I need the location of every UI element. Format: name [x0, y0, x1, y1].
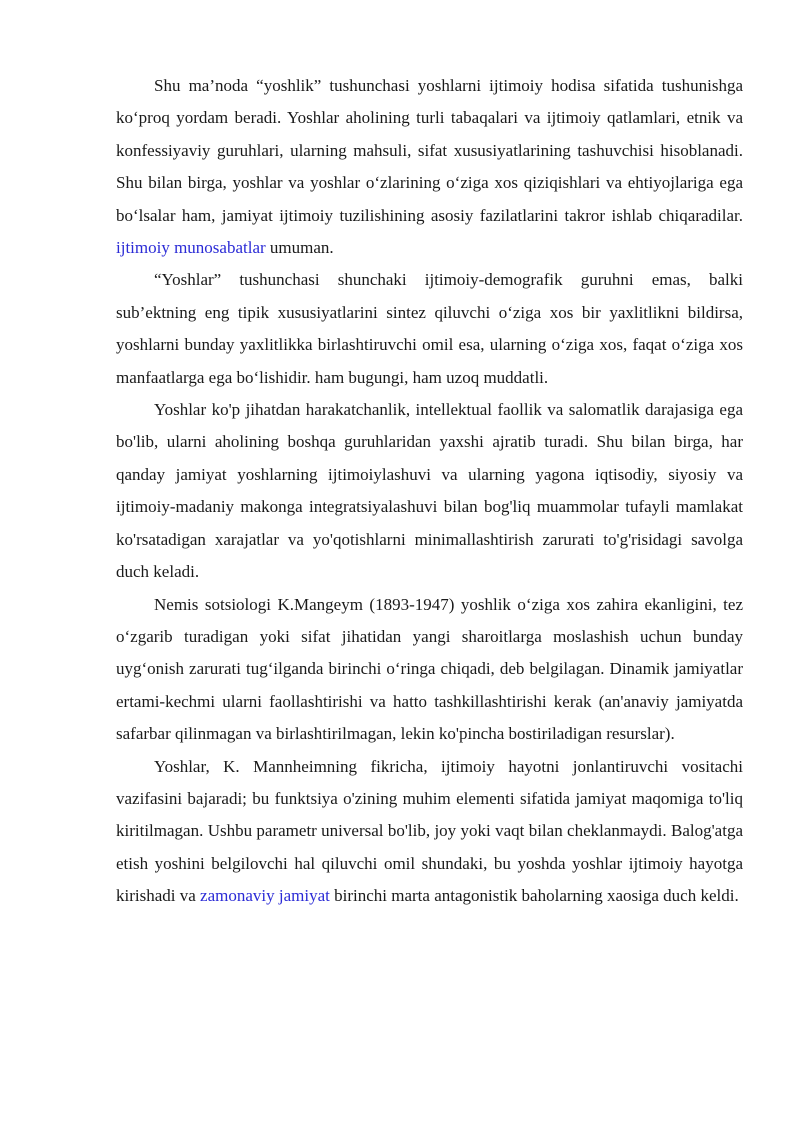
paragraph-3: Yoshlar ko'p jihatdan harakatchanlik, intellektual faollik va salomatlik darajasiga ega bo'lib, ularni aholining boshqa guruhlaridan yaxshi ajratib turadi. Shu bilan birga, har qanday jamiyat yoshlarning ijtimoiylashuvi va ularning yagona iqtisodiy, siyosiy va ijtimoiy-madaniy makonga integratsiyalashuvi bilan bog'liq muammolar tufayli mamlakat ko'rsatadigan xarajatlar va yo'qotishlarni minimallashtirish zarurati to'g'risidagi savolga duch keladi.	[116, 400, 743, 582]
paragraph-1	[116, 70, 743, 264]
document-page	[116, 70, 743, 913]
paragraph-2: “Yoshlar” tushunchasi shunchaki ijtimoiy-demografik guruhni emas, balki sub’ektning eng tipik xususiyatlarini sintez qiluvchi o‘ziga xos bir yaxlitlikni bildirsa, yoshlarni bunday yaxlitlikka birlashtiruvchi omil esa, ularning o‘ziga xos, faqat o‘ziga xos manfaatlarga ega bo‘lishidir. ham bugungi, ham uzoq muddatli.	[116, 270, 743, 387]
paragraph-1-text-end: umuman.	[265, 238, 334, 258]
paragraph-1-text: Shu ma’noda “yoshlik” tushunchasi yoshlarni ijtimoiy hodisa sifatida tushunishga ko‘proq yordam beradi. Yoshlar aholining turli tabaqalari va ijtimoiy qatlamlari, etnik va konfessiyaviy guruhlari, ularning mahsuli, sifat xususiyatlarining tashuvchisi hisoblanadi. Shu bilan birga, yoshlar va yoshlar o‘zlarining o‘ziga xos qiziqishlari va ehtiyojlariga ega bo‘lsalar ham, jamiyat ijtimoiy tuzilishining asosiy fazilatlarini takror ishlab chiqaradilar.	[116, 76, 743, 225]
paragraph-4: Nemis sotsiologi K.Mangeym (1893-1947) yoshlik o‘ziga xos zahira ekanligini, tez o‘zgarib turadigan yoki sifat jihatidan yangi sharoitlarga moslashish uchun bunday uyg‘onish zarurati tug‘ilganda birinchi o‘ringa chiqadi, deb belgilagan. Dinamik jamiyatlar ertami-kechmi ularni faollashtirishi va hatto tashkillashtirishi kerak (an'anaviy jamiyatda safarbar qilinmagan va birlashtirilmagan, lekin ko'pincha bostiriladigan resurslar).	[116, 594, 743, 744]
paragraph-5	[116, 751, 743, 913]
link-ijtimoiy-munosabatlar[interactable]: ijtimoiy munosabatlar	[116, 238, 266, 258]
paragraph-5-text: Yoshlar, K. Mannheimning fikricha, ijtimoiy hayotni jonlantiruvchi vositachi vazifasini bajaradi; bu funktsiya o'zining muhim elementi sifatida jamiyat maqomiga to'liq kiritilmagan. Ushbu parametr universal bo'lib, joy yoki vaqt bilan cheklanmaydi. Balog'atga etish yoshini belgilovchi hal qiluvchi omil shundaki, bu yoshda yoshlar ijtimoiy hayotga kirishadi va	[116, 756, 743, 906]
paragraph-5-text-end: birinchi marta antagonistik baholarning xaosiga duch keldi.	[329, 886, 739, 906]
link-zamonaviy-jamiyat[interactable]: zamonaviy jamiyat	[200, 886, 330, 906]
